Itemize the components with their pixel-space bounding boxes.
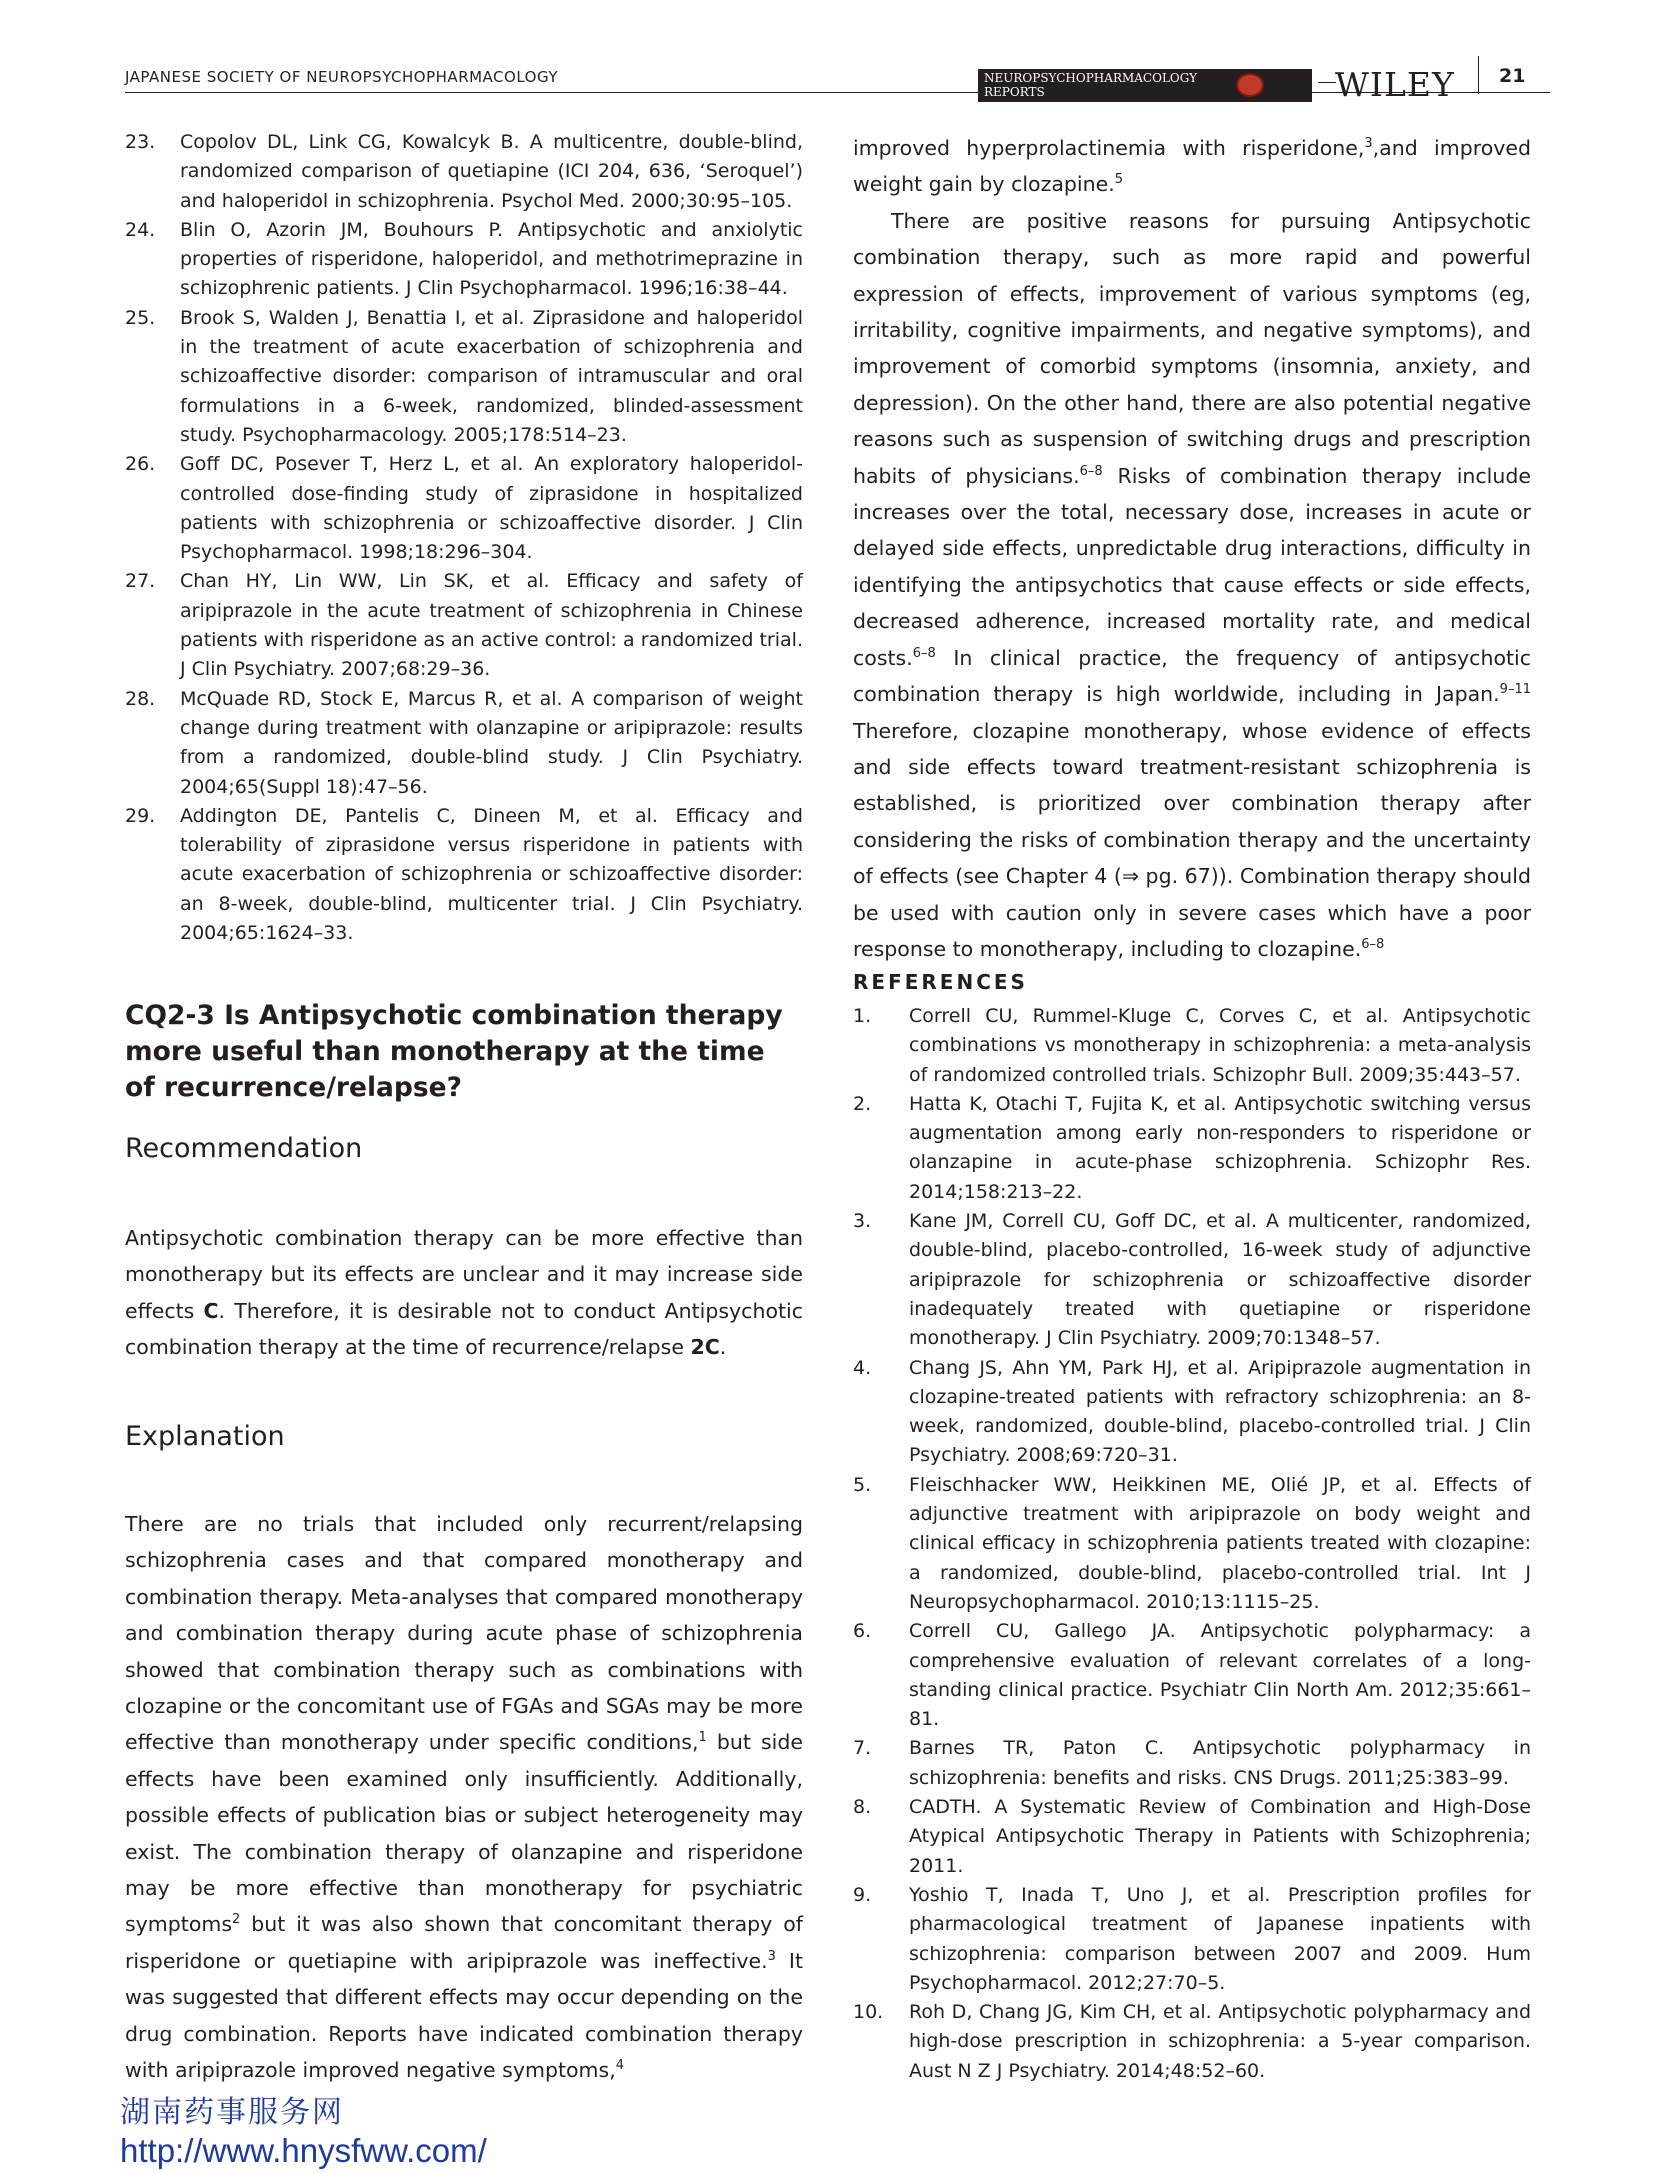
reference-text: Goff DC, Posever T, Herz L, et al. An exploratory haloperidol-controlled dose-finding study of ziprasidone in hospitalized patients with schizophrenia or schizoaffective disorder. J Clin Psychopharmacol. 1998;18:296–304. [180, 453, 803, 564]
reference-text: Copolov DL, Link CG, Kowalcyk B. A multicentre, double-blind, randomized comparison of quetiapine (ICI 204, 636, ‘Seroquel’) and haloperidol in schizophrenia. Psychol Med. 2000;30:95–105. [180, 131, 803, 212]
reference-item [853, 1998, 1531, 2086]
publisher-logo-dash [1318, 82, 1336, 83]
reference-item [125, 216, 803, 304]
reference-number: 8. [853, 1796, 872, 1819]
explanation-heading: Explanation [125, 1421, 285, 1452]
citation-superscript: 3 [767, 1949, 776, 1965]
watermark-url[interactable]: http://www.hnysfww.com/ [120, 2132, 487, 2169]
body-text: Risks of combination therapy include increases over the total, necessary dose, increases in acute or delayed side effects, unpredictable drug interactions, difficulty in identifying the antipsychotics that cause effects or side effects, decreased adherence, increased mortality rate, and medical costs. [853, 463, 1531, 670]
reference-number: 26. [125, 453, 156, 476]
reference-item [125, 304, 803, 450]
recommendation-text: . [719, 1335, 727, 1360]
reference-number: 1. [853, 1005, 872, 1027]
reference-text: Brook S, Walden J, Benattia I, et al. Ziprasidone and haloperidol in the treatment of acute exacerbation of schizophrenia and schizoaffective disorder: comparison of intramuscular and oral formulations in a 6-week, randomized, blinded-assessment study. Psychopharmacology. 2005;178:514–23. [180, 306, 803, 446]
left-references-list [125, 128, 803, 948]
journal-logo-line2: REPORTS [984, 85, 1045, 99]
citation-superscript: 9–11 [1499, 682, 1531, 698]
reference-text: Barnes TR, Paton C. Antipsychotic polypharmacy in schizophrenia: benefits and risks. CNS Drugs. 2011;25:383–99. [909, 1737, 1531, 1789]
recommendation-text: Antipsychotic combination therapy can be more effective than monotherapy but its effects are unclear and it may increase side effects [125, 1226, 803, 1323]
reference-number: 10. [853, 2001, 884, 2024]
page-header [125, 62, 1530, 112]
watermark-site-name: 湖南药事服务网 [120, 2095, 344, 2130]
reference-text: McQuade RD, Stock E, Marcus R, et al. A comparison of weight change during treatment with olanzapine or aripiprazole: results from a randomized, double-blind study. J Clin Psychiatry. 2004;65(Suppl 18):47–56. [180, 687, 803, 798]
section-title: CQ2-3 Is Antipsychotic combination therapy more useful than monotherapy at the time of recurrence/relapse? [125, 1000, 783, 1103]
citation-superscript: 4 [615, 2058, 624, 2074]
reference-number: 4. [853, 1356, 872, 1379]
reference-text: Roh D, Chang JG, Kim CH, et al. Antipsychotic polypharmacy and high-dose prescription in schizophrenia: a 5-year comparison. Aust N Z J Psychiatry. 2014;48:52–60. [909, 2001, 1531, 2082]
reference-number: 27. [125, 570, 156, 593]
citation-superscript: 1 [698, 1730, 707, 1746]
body-text: improved hyperprolactinemia with risperidone, [853, 136, 1365, 160]
reference-number: 25. [125, 306, 156, 329]
reference-text: Addington DE, Pantelis C, Dineen M, et al. Efficacy and tolerability of ziprasidone versus risperidone in patients with acute exacerbation of schizophrenia or schizoaffective disorder: an 8-week, double-blind, multicenter trial. J Clin Psychiatry. 2004;65:1624–33. [180, 804, 803, 945]
reference-item [853, 1090, 1531, 1207]
reference-number: 6. [853, 1620, 872, 1643]
citation-superscript: 6–8 [1079, 463, 1103, 479]
reference-text: Correll CU, Gallego JA. Antipsychotic polypharmacy: a comprehensive evaluation of relevant correlates of a long-standing clinical practice. Psychiatr Clin North Am. 2012;35:661–81. [909, 1620, 1531, 1731]
evidence-grade: C [203, 1298, 219, 1323]
reference-item [125, 685, 803, 802]
reference-item [125, 802, 803, 948]
reference-item [853, 1734, 1531, 1793]
body-text: In clinical practice, the frequency of antipsychotic combination therapy is high worldwide, including in Japan. [853, 645, 1531, 707]
explanation-text: but side effects have been examined only insufficiently. Additionally, possible effects of publication bias or subject heterogeneity may exist. The combination therapy of olanzapine and risperidone may be more effective than monotherapy for psychiatric symptoms [125, 1730, 804, 1937]
explanation-paragraph [125, 1506, 803, 2089]
reference-item [853, 1881, 1531, 1998]
reference-number: 28. [125, 687, 156, 710]
reference-text: Yoshio T, Inada T, Uno J, et al. Prescription profiles for pharmacological treatment of Japanese inpatients with schizophrenia: comparison between 2007 and 2009. Hum Psychopharmacol. 2012;27:70–5. [909, 1883, 1531, 1994]
reference-item [853, 1207, 1531, 1353]
body-text: ,and improved weight gain by clozapine. [853, 136, 1531, 197]
reference-item [853, 1793, 1531, 1881]
reference-item [853, 1002, 1531, 1090]
reference-number: 23. [125, 131, 156, 153]
body-text: Therefore, clozapine monotherapy, whose evidence of effects and side effects toward treatment-resistant schizophrenia is established, is prioritized over combination therapy after considering the risks of combination therapy and the uncertainty of effects (see Chapter 4 (⇒ pg. 67)). Combination therapy should be used with caution only in severe cases which have a poor response to monotherapy, including to clozapine. [853, 718, 1531, 961]
reference-number: 7. [853, 1737, 872, 1760]
reference-text: CADTH. A Systematic Review of Combination and High-Dose Atypical Antipsychotic Therapy in Patients with Schizophrenia; 2011. [909, 1796, 1531, 1877]
body-text: There are positive reasons for pursuing Antipsychotic combination therapy, such as more rapid and powerful expression of effects, improvement of various symptoms (eg, irritability, cognitive impairments, and negative symptoms), and improvement of comorbid symptoms (insomnia, anxiety, and depression). On the other hand, there are also potential negative reasons such as suspension of switching drugs and prescription habits of physicians. [853, 208, 1531, 488]
references-list [853, 1002, 1531, 2086]
reference-text: Chang JS, Ahn YM, Park HJ, et al. Aripiprazole augmentation in clozapine-treated patients with refractory schizophrenia: an 8-week, randomized, double-blind, placebo-controlled trial. J Clin Psychiatry. 2008;69:720–31. [909, 1356, 1531, 1467]
continuation-paragraph [853, 130, 1531, 203]
reference-text: Hatta K, Otachi T, Fujita K, et al. Antipsychotic switching versus augmentation among early non-responders to risperidone or olanzapine in acute-phase schizophrenia. Schizophr Res. 2014;158:213–22. [909, 1092, 1531, 1203]
journal-logo-line1: NEUROPSYCHOPHARMACOLOGY [984, 71, 1198, 85]
reference-item [853, 1471, 1531, 1617]
reference-item [853, 1617, 1531, 1734]
reasons-paragraph [853, 203, 1531, 968]
publisher-logo: WILEY [1335, 65, 1455, 104]
page-number-divider [1478, 56, 1479, 94]
reference-text: Correll CU, Rummel-Kluge C, Corves C, et al. Antipsychotic combinations vs monotherapy in schizophrenia: a meta-analysis of randomized controlled trials. Schizophr Bull. 2009;35:443–57. [909, 1005, 1531, 1086]
citation-superscript: 6–8 [1361, 937, 1385, 953]
reference-number: 2. [853, 1092, 872, 1115]
reference-text: Fleischhacker WW, Heikkinen ME, Olié JP, et al. Effects of adjunctive treatment with aripiprazole on body weight and clinical efficacy in schizophrenia patients treated with clozapine: a randomized, double-blind, placebo-controlled trial. Int J Neuropsychopharmacol. 2010;13:1115–25. [909, 1473, 1531, 1613]
explanation-text: It was suggested that different effects may occur depending on the drug combination. Reports have indicated combination therapy with aripiprazole improved negative symptoms, [125, 1948, 803, 2083]
reference-number: 5. [853, 1473, 872, 1496]
reference-number: 29. [125, 804, 156, 827]
explanation-text: There are no trials that included only recurrent/relapsing schizophrenia cases and that compared monotherapy and combination therapy. Meta-analyses that compared monotherapy and combination therapy during acute phase of schizophrenia showed that combination therapy such as combinations with clozapine or the concomitant use of FGAs and SGAs may be more effective than monotherapy under specific conditions, [125, 1512, 803, 1755]
watermark [120, 2094, 487, 2170]
citation-superscript: 5 [1114, 172, 1124, 188]
citation-superscript: 3 [1364, 136, 1373, 152]
reference-number: 9. [853, 1883, 872, 1906]
reference-item [125, 567, 803, 684]
recommendation-heading: Recommendation [125, 1133, 363, 1164]
reference-item [125, 450, 803, 567]
recommendation-paragraph [125, 1220, 803, 1366]
citation-superscript: 2 [232, 1912, 241, 1928]
page-number: 21 [1499, 65, 1526, 87]
reference-text: Kane JM, Correll CU, Goff DC, et al. A multicenter, randomized, double-blind, placebo-controlled, 16-week study of adjunctive aripiprazole for schizophrenia or schizoaffective disorder inadequately treated with quetiapine or risperidone monotherapy. J Clin Psychiatry. 2009;70:1348–57. [909, 1210, 1531, 1350]
explanation-text: but it was also shown that concomitant therapy of risperidone or quetiapine with aripiprazole was ineffective. [125, 1912, 803, 1973]
brain-logo-icon [1236, 73, 1264, 97]
journal-society-label: JAPANESE SOCIETY OF NEUROPSYCHOPHARMACOLOGY [125, 68, 559, 86]
reference-number: 24. [125, 218, 156, 241]
reference-text: Blin O, Azorin JM, Bouhours P. Antipsychotic and anxiolytic properties of risperidone, haloperidol, and methotrimeprazine in schizophrenic patients. J Clin Psychopharmacol. 1996;16:38–44. [180, 218, 803, 300]
reference-item [125, 128, 803, 216]
reference-number: 3. [853, 1210, 872, 1233]
references-heading: REFERENCES [853, 970, 1028, 994]
right-column-text [853, 130, 1531, 967]
reference-item [853, 1354, 1531, 1471]
reference-text: Chan HY, Lin WW, Lin SK, et al. Efficacy and safety of aripiprazole in the acute treatment of schizophrenia in Chinese patients with risperidone as an active control: a randomized trial. J Clin Psychiatry. 2007;68:29–36. [180, 570, 803, 681]
citation-superscript: 6–8 [912, 645, 936, 661]
journal-logo [978, 69, 1312, 102]
recommendation-grade: 2C [690, 1335, 720, 1360]
recommendation-text: . Therefore, it is desirable not to conduct Antipsychotic combination therapy at the time of recurrence/relapse [125, 1298, 803, 1360]
